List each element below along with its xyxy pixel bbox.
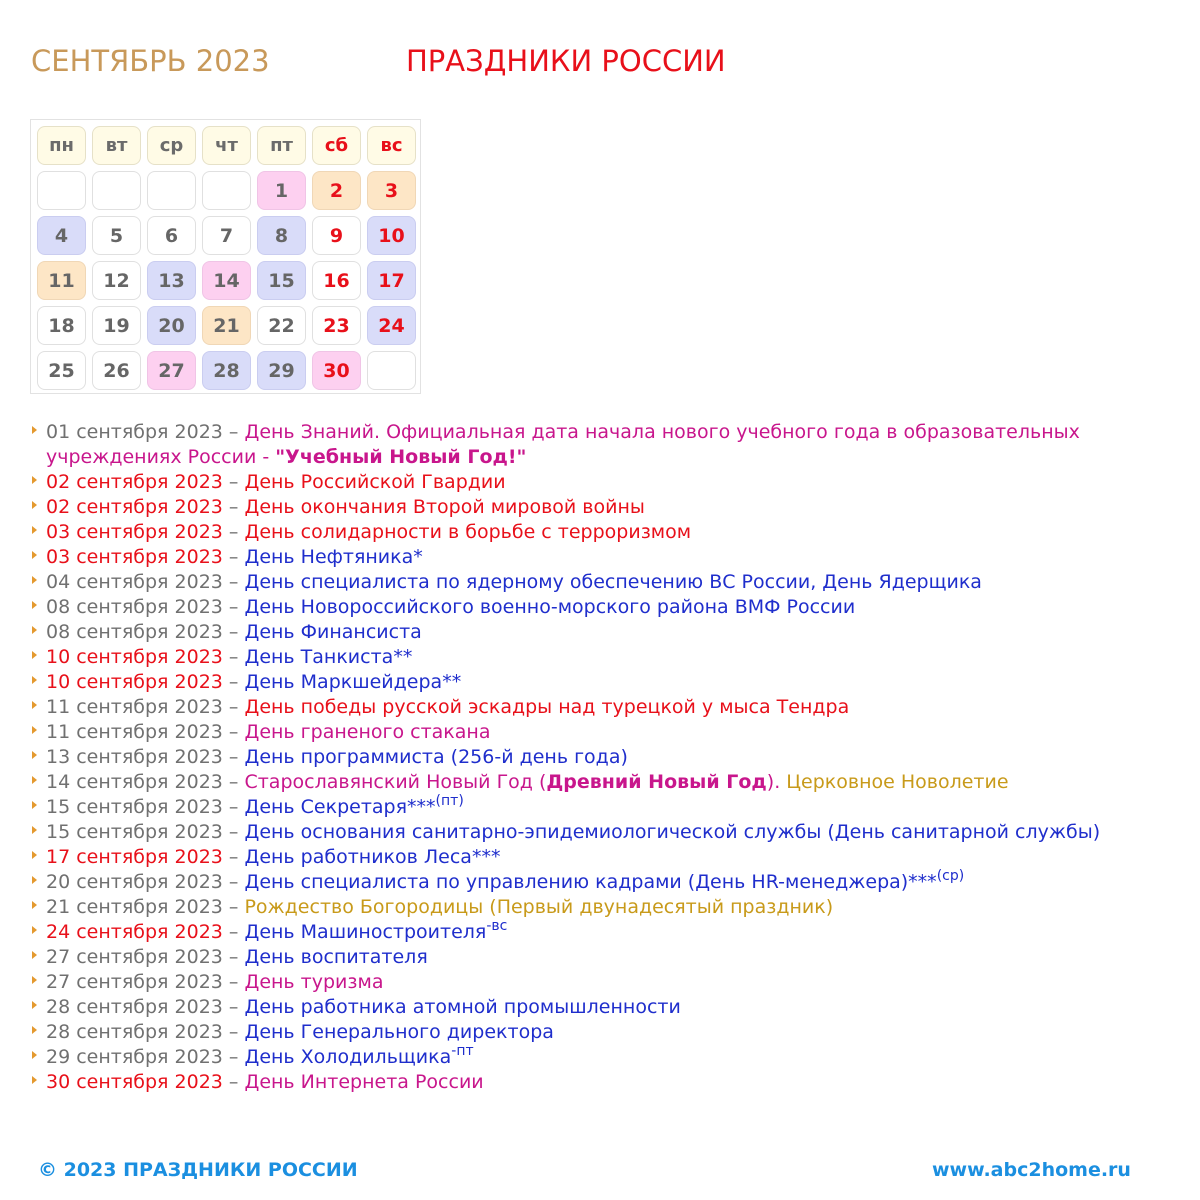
holiday-item (30, 970, 1170, 995)
holiday-date: 15 сентября 2023 (46, 796, 223, 818)
holiday-name-emphasis: Древний Новый Год (546, 771, 767, 793)
holiday-item (30, 1020, 1170, 1045)
holiday-date: 11 сентября 2023 (46, 721, 223, 743)
calendar-day: 25 (37, 351, 86, 390)
holiday-date: 29 сентября 2023 (46, 1046, 223, 1068)
holiday-name: День Секретаря*** (244, 796, 436, 818)
footer-website-link[interactable]: www.abc2home.ru (932, 1159, 1131, 1181)
holiday-name: День окончания Второй мировой войны (244, 496, 645, 518)
holiday-date: 02 сентября 2023 (46, 471, 223, 493)
calendar-day: 15 (257, 261, 306, 300)
holiday-note: -пт (451, 1043, 474, 1059)
calendar-day: 10 (367, 216, 416, 255)
date-separator: – (222, 821, 245, 843)
holiday-item (30, 820, 1170, 845)
holiday-date: 21 сентября 2023 (46, 896, 223, 918)
calendar-day: 19 (92, 306, 141, 345)
calendar-empty-cell (37, 171, 86, 210)
holiday-item (30, 570, 1170, 595)
date-separator: – (222, 471, 245, 493)
calendar-day: 13 (147, 261, 196, 300)
calendar-day: 3 (367, 171, 416, 210)
holiday-item (30, 920, 1170, 945)
calendar-day: 16 (312, 261, 361, 300)
holiday-date: 08 сентября 2023 (46, 596, 223, 618)
holiday-date: 17 сентября 2023 (46, 846, 223, 868)
holiday-name: День Знаний. Официальная дата начала нового учебного года в образовательных учреждениях России - (46, 421, 1080, 468)
holiday-date: 20 сентября 2023 (46, 871, 223, 893)
date-separator: – (222, 871, 245, 893)
holiday-date: 08 сентября 2023 (46, 621, 223, 643)
holiday-item (30, 595, 1170, 620)
holiday-date: 10 сентября 2023 (46, 671, 223, 693)
calendar-empty-cell (367, 351, 416, 390)
date-separator: – (222, 571, 245, 593)
holiday-item (30, 995, 1170, 1020)
holiday-name: День Холодильщика (244, 1046, 452, 1068)
holiday-date: 02 сентября 2023 (46, 496, 223, 518)
holiday-name: День Машиностроителя (244, 921, 487, 943)
weekday-header-wed: ср (147, 126, 196, 165)
holiday-item (30, 620, 1170, 645)
holiday-name: День Танкиста** (244, 646, 413, 668)
holiday-name: День основания санитарно-эпидемиологической службы (День санитарной службы) (244, 821, 1101, 843)
holiday-item (30, 745, 1170, 770)
holiday-date: 11 сентября 2023 (46, 696, 223, 718)
holiday-note: -вс (486, 918, 508, 934)
holiday-name: День работников Леса*** (244, 846, 501, 868)
holiday-date: 04 сентября 2023 (46, 571, 223, 593)
holiday-name: День Российской Гвардии (244, 471, 506, 493)
calendar-day: 27 (147, 351, 196, 390)
footer-copyright: © 2023 ПРАЗДНИКИ РОССИИ (38, 1159, 358, 1181)
calendar-day: 24 (367, 306, 416, 345)
holiday-date: 27 сентября 2023 (46, 946, 223, 968)
calendar-day: 1 (257, 171, 306, 210)
holiday-name: День Нефтяника* (244, 546, 423, 568)
holiday-date: 14 сентября 2023 (46, 771, 223, 793)
calendar-day: 20 (147, 306, 196, 345)
date-separator: – (222, 721, 245, 743)
holiday-item (30, 1045, 1170, 1070)
holiday-date: 27 сентября 2023 (46, 971, 223, 993)
date-separator: – (222, 646, 245, 668)
calendar-day: 23 (312, 306, 361, 345)
holiday-name: День солидарности в борьбе с терроризмом (244, 521, 692, 543)
holiday-date: 13 сентября 2023 (46, 746, 223, 768)
calendar-day: 2 (312, 171, 361, 210)
holiday-name: Старославянский Новый Год ( (244, 771, 547, 793)
holiday-item (30, 545, 1170, 570)
calendar-day: 29 (257, 351, 306, 390)
holiday-item (30, 720, 1170, 745)
date-separator: – (222, 1071, 245, 1093)
date-separator: – (222, 671, 245, 693)
date-separator: – (222, 621, 245, 643)
holiday-item (30, 770, 1170, 795)
holiday-name: День программиста (256-й день года) (244, 746, 628, 768)
calendar-day: 17 (367, 261, 416, 300)
holiday-name: День Генерального директора (244, 1021, 554, 1043)
holiday-name-tail: ). (766, 771, 787, 793)
date-separator: – (222, 896, 245, 918)
calendar-empty-cell (92, 171, 141, 210)
holiday-date: 03 сентября 2023 (46, 521, 223, 543)
page-title: ПРАЗДНИКИ РОССИИ (406, 44, 726, 78)
weekday-header-fri: пт (257, 126, 306, 165)
date-separator: – (222, 496, 245, 518)
date-separator: – (222, 846, 245, 868)
calendar-day: 5 (92, 216, 141, 255)
weekday-header-sun: вс (367, 126, 416, 165)
date-separator: – (222, 596, 245, 618)
month-title: СЕНТЯБРЬ 2023 (31, 44, 270, 78)
holiday-name: День Интернета России (244, 1071, 484, 1093)
holiday-date: 10 сентября 2023 (46, 646, 223, 668)
calendar-day: 18 (37, 306, 86, 345)
holiday-name: День туризма (244, 971, 384, 993)
holiday-name: День специалиста по управлению кадрами (День HR-менеджера)*** (244, 871, 937, 893)
holiday-date: 24 сентября 2023 (46, 921, 223, 943)
holiday-item (30, 795, 1170, 820)
date-separator: – (222, 796, 245, 818)
calendar-day: 9 (312, 216, 361, 255)
calendar-day: 26 (92, 351, 141, 390)
holiday-name: День победы русской эскадры над турецкой у мыса Тендра (244, 696, 850, 718)
holiday-item (30, 695, 1170, 720)
calendar-day: 12 (92, 261, 141, 300)
date-separator: – (222, 546, 245, 568)
date-separator: – (222, 921, 245, 943)
date-separator: – (222, 421, 245, 443)
holiday-note: (ср) (936, 868, 965, 884)
calendar-day: 21 (202, 306, 251, 345)
weekday-header-tue: вт (92, 126, 141, 165)
holiday-date: 28 сентября 2023 (46, 996, 223, 1018)
holiday-name: День граненого стакана (244, 721, 491, 743)
holiday-item (30, 945, 1170, 970)
date-separator: – (222, 971, 245, 993)
date-separator: – (222, 746, 245, 768)
holiday-note: (пт) (435, 793, 464, 809)
calendar-day: 7 (202, 216, 251, 255)
holiday-item (30, 845, 1170, 870)
calendar-day: 14 (202, 261, 251, 300)
holiday-name: День специалиста по ядерному обеспечению ВС России, День Ядерщика (244, 571, 982, 593)
calendar-empty-cell (202, 171, 251, 210)
holiday-item (30, 670, 1170, 695)
holiday-date: 03 сентября 2023 (46, 546, 223, 568)
calendar-day: 22 (257, 306, 306, 345)
holiday-item (30, 495, 1170, 520)
holiday-item (30, 470, 1170, 495)
date-separator: – (222, 1021, 245, 1043)
holiday-name: Рождество Богородицы (Первый двунадесятый праздник) (244, 896, 834, 918)
holiday-item (30, 870, 1170, 895)
calendar-day: 28 (202, 351, 251, 390)
holiday-date: 30 сентября 2023 (46, 1071, 223, 1093)
date-separator: – (222, 1046, 245, 1068)
weekday-header-sat: сб (312, 126, 361, 165)
date-separator: – (222, 521, 245, 543)
holiday-name-extra: Церковное Новолетие (786, 771, 1009, 793)
holiday-date: 15 сентября 2023 (46, 821, 223, 843)
date-separator: – (222, 696, 245, 718)
calendar-day: 30 (312, 351, 361, 390)
holiday-date: 01 сентября 2023 (46, 421, 223, 443)
holiday-date: 28 сентября 2023 (46, 1021, 223, 1043)
weekday-header-thu: чт (202, 126, 251, 165)
holiday-list (30, 420, 1170, 1095)
holiday-name: День Новороссийского военно-морского района ВМФ России (244, 596, 856, 618)
date-separator: – (222, 996, 245, 1018)
holiday-name: День Маркшейдера** (244, 671, 462, 693)
holiday-name: День работника атомной промышленности (244, 996, 681, 1018)
holiday-item (30, 1070, 1170, 1095)
calendar-empty-cell (147, 171, 196, 210)
calendar-day: 6 (147, 216, 196, 255)
calendar-day: 4 (37, 216, 86, 255)
holiday-name-emphasis: "Учебный Новый Год!" (275, 446, 527, 468)
holiday-name: День Финансиста (244, 621, 422, 643)
holiday-item (30, 520, 1170, 545)
date-separator: – (222, 771, 245, 793)
holiday-item (30, 645, 1170, 670)
weekday-header-mon: пн (37, 126, 86, 165)
month-calendar (30, 119, 421, 394)
calendar-day: 8 (257, 216, 306, 255)
holiday-item (30, 420, 1136, 470)
holiday-name: День воспитателя (244, 946, 428, 968)
date-separator: – (222, 946, 245, 968)
calendar-day: 11 (37, 261, 86, 300)
holiday-item (30, 895, 1170, 920)
